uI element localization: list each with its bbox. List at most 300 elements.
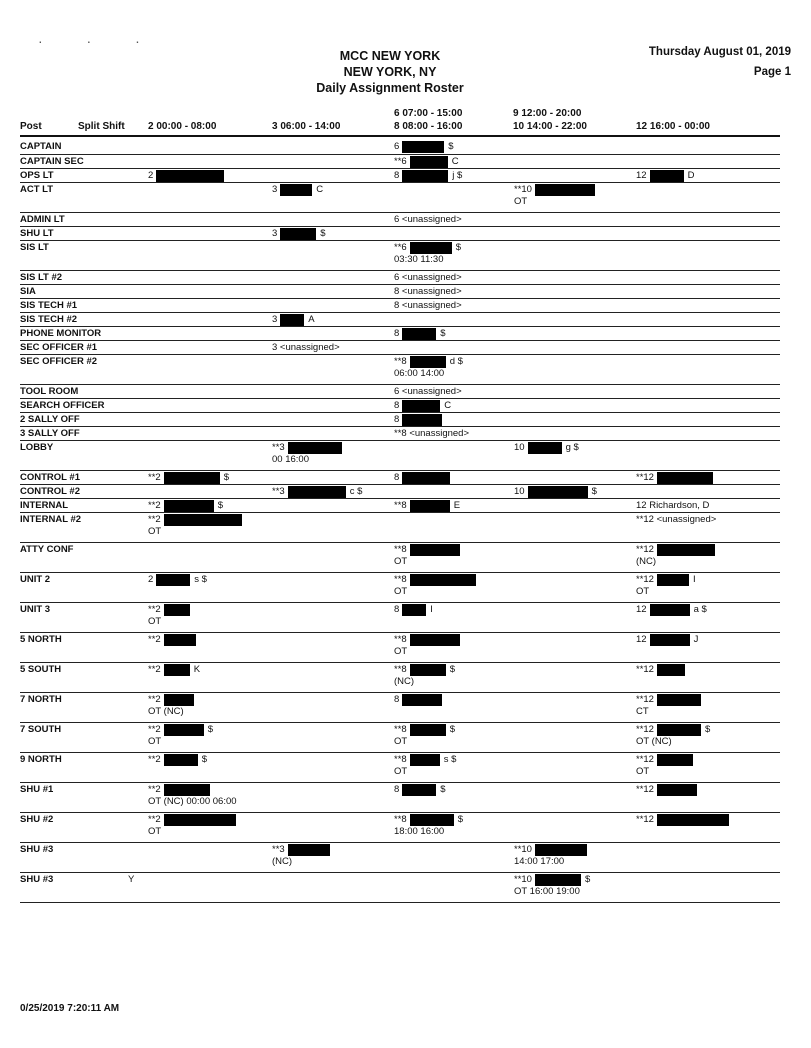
- split-shift-flag: [128, 340, 148, 354]
- redacted-name-block: [402, 694, 442, 706]
- redacted-name-block: [410, 356, 446, 368]
- post-name: CONTROL #2: [20, 484, 128, 498]
- assignment-text: OT (NC): [148, 705, 184, 717]
- assignment-text: 6: [394, 141, 400, 152]
- assignment-text: OT: [394, 585, 408, 597]
- shift-cell-c10: [514, 632, 636, 662]
- assignment-text: **2: [148, 603, 161, 615]
- assignment-text: 6 <unassigned>: [394, 213, 462, 225]
- assignment-line: [394, 272, 514, 283]
- assignment-line: [514, 486, 636, 498]
- assignment-line: [272, 454, 394, 465]
- split-shift-flag: [128, 412, 148, 426]
- assignment-text: 12: [636, 169, 647, 181]
- assignment-line: [636, 664, 780, 676]
- shift-cell-c2: [148, 284, 272, 298]
- shift-cell-c3: [272, 722, 394, 752]
- assignment-line: [636, 574, 780, 586]
- assignment-line: [636, 604, 780, 616]
- assignment-line: [272, 342, 394, 353]
- split-shift-flag: [128, 326, 148, 340]
- shift-cell-c12: [636, 542, 780, 572]
- date-block: [649, 42, 791, 82]
- shift-cell-c3: [272, 340, 394, 354]
- redacted-name-block: [535, 874, 581, 886]
- assignment-line: [394, 574, 514, 586]
- shift-cell-c12: [636, 398, 780, 412]
- shift-cell-c6: [394, 312, 514, 326]
- redacted-name-block: [280, 228, 316, 240]
- post-name: 5 NORTH: [20, 632, 128, 662]
- assignment-line: [394, 428, 514, 439]
- assignment-line: [394, 286, 514, 297]
- shift-cell-c12: [636, 752, 780, 782]
- assignment-suffix: J: [693, 633, 699, 645]
- roster-row: [20, 426, 780, 440]
- shift-cell-c2: [148, 426, 272, 440]
- roster-row: [20, 602, 780, 632]
- assignment-suffix: s $: [194, 573, 207, 585]
- shift-cell-c6: [394, 692, 514, 722]
- shift-cell-c12: [636, 298, 780, 312]
- redacted-name-block: [657, 784, 697, 796]
- print-timestamp: 0/25/2019 7:20:11 AM: [20, 1003, 120, 1014]
- shift-cell-c2: [148, 872, 272, 902]
- shift-cell-c2: [148, 240, 272, 270]
- shift-cell-c10: [514, 812, 636, 842]
- assignment-text: **2: [148, 633, 161, 645]
- split-shift-flag: [128, 440, 148, 470]
- shift-cell-c6: [394, 168, 514, 182]
- redacted-name-block: [288, 442, 342, 454]
- assignment-text: 8: [394, 693, 400, 705]
- roster-row: [20, 470, 780, 484]
- assignment-text: **8: [394, 723, 407, 735]
- shift-cell-c3: [272, 140, 394, 154]
- shift-cell-c2: [148, 572, 272, 602]
- assignment-suffix: $: [440, 327, 446, 339]
- post-name: CAPTAIN: [20, 140, 128, 154]
- redacted-name-block: [402, 328, 436, 340]
- shift-cell-c12: [636, 226, 780, 240]
- shift-cell-c12: [636, 572, 780, 602]
- shift-cell-c2: [148, 440, 272, 470]
- split-shift-flag: [128, 226, 148, 240]
- assignment-text: 8: [394, 603, 400, 615]
- roster-row: [20, 692, 780, 722]
- shift-cell-c12: [636, 470, 780, 484]
- assignment-suffix: j $: [452, 169, 463, 181]
- shift-cell-c12: [636, 384, 780, 398]
- document-title: [230, 48, 550, 96]
- redacted-name-block: [164, 814, 236, 826]
- post-name: SIS LT: [20, 240, 128, 270]
- assignment-text: **2: [148, 753, 161, 765]
- shift-cell-c10: [514, 498, 636, 512]
- post-name: CAPTAIN SEC: [20, 154, 128, 168]
- shift-cell-c10: [514, 842, 636, 872]
- roster-row: [20, 168, 780, 182]
- split-shift-flag: [128, 752, 148, 782]
- shift-cell-c6: [394, 440, 514, 470]
- redacted-name-block: [164, 694, 194, 706]
- shift-cell-c10: [514, 398, 636, 412]
- shift-cell-c2: [148, 692, 272, 722]
- post-name: LOBBY: [20, 440, 128, 470]
- shift-cell-c10: [514, 298, 636, 312]
- assignment-suffix: $: [704, 723, 711, 735]
- shift-cell-c6: [394, 298, 514, 312]
- assignment-text: **3: [272, 485, 285, 497]
- redacted-name-block: [410, 574, 476, 586]
- assignment-line: [636, 514, 780, 525]
- shift-cell-c10: [514, 602, 636, 632]
- assignment-text: 14:00 17:00: [514, 855, 565, 867]
- assignment-text: 6 <unassigned>: [394, 385, 462, 397]
- assignment-line: [394, 400, 514, 412]
- redacted-name-block: [410, 664, 446, 676]
- assignment-text: OT: [148, 615, 162, 627]
- redacted-name-block: [402, 784, 436, 796]
- roster-row: [20, 752, 780, 782]
- redacted-name-block: [288, 486, 346, 498]
- assignment-text: **12: [636, 723, 654, 735]
- shift-cell-c6: [394, 484, 514, 498]
- shift-cell-c3: [272, 842, 394, 872]
- assignment-line: [394, 814, 514, 826]
- assignment-line: [636, 736, 780, 747]
- assignment-text: OT: [148, 525, 162, 537]
- redacted-name-block: [650, 604, 690, 616]
- assignment-line: [636, 784, 780, 796]
- page-number: Page 1: [753, 66, 791, 78]
- shift-cell-c3: [272, 542, 394, 572]
- shift-cell-c2: [148, 312, 272, 326]
- assignment-text: OT: [636, 765, 650, 777]
- post-name: SEC OFFICER #2: [20, 354, 128, 384]
- shift-cell-c10: [514, 340, 636, 354]
- shift-cell-c6: [394, 340, 514, 354]
- post-name: UNIT 2: [20, 572, 128, 602]
- assignment-text: **3: [272, 441, 285, 453]
- assignment-line: [394, 141, 514, 153]
- assignment-suffix: $: [440, 783, 446, 795]
- assignment-text: **10: [514, 183, 532, 195]
- split-shift-flag: [128, 662, 148, 692]
- split-shift-flag: [128, 140, 148, 154]
- redacted-name-block: [280, 314, 304, 326]
- shift-cell-c6: [394, 212, 514, 226]
- shift-cell-c10: [514, 484, 636, 498]
- redacted-name-block: [410, 156, 448, 168]
- assignment-line: [272, 486, 394, 498]
- assignment-line: [514, 196, 636, 207]
- assignment-text: **3: [272, 843, 285, 855]
- split-shift-flag: Y: [128, 872, 148, 902]
- assignment-line: [148, 634, 272, 646]
- assignment-line: [636, 766, 780, 777]
- assignment-line: [394, 736, 514, 747]
- shift-cell-c10: [514, 140, 636, 154]
- post-name: 5 SOUTH: [20, 662, 128, 692]
- assignment-text: OT: [636, 585, 650, 597]
- redacted-name-block: [657, 694, 701, 706]
- post-name: TOOL ROOM: [20, 384, 128, 398]
- assignment-text: 00 16:00: [272, 453, 309, 465]
- shift-cell-c6: [394, 326, 514, 340]
- assignment-suffix: $: [201, 753, 207, 765]
- assignment-line: [272, 184, 394, 196]
- roster-row: [20, 512, 780, 542]
- roster-row: [20, 498, 780, 512]
- assignment-line: [394, 586, 514, 597]
- assignment-suffix: a $: [693, 603, 707, 615]
- assignment-line: [394, 214, 514, 225]
- shift-cell-c3: [272, 484, 394, 498]
- shift-cell-c3: [272, 326, 394, 340]
- assignment-line: [148, 170, 272, 182]
- assignment-suffix: D: [687, 169, 695, 181]
- shift-cell-c3: [272, 284, 394, 298]
- assignment-line: [394, 254, 514, 265]
- assignment-suffix: C: [444, 399, 452, 411]
- post-name: UNIT 3: [20, 602, 128, 632]
- post-name: 3 SALLY OFF: [20, 426, 128, 440]
- redacted-name-block: [164, 634, 196, 646]
- assignment-line: [272, 856, 394, 867]
- assignment-line: [148, 784, 272, 796]
- assignment-line: [394, 664, 514, 676]
- post-name: INTERNAL: [20, 498, 128, 512]
- redacted-name-block: [657, 754, 693, 766]
- assignment-text: 8: [394, 783, 400, 795]
- shift-cell-c12: [636, 284, 780, 298]
- assignment-text: **2: [148, 499, 161, 511]
- assignment-suffix: E: [453, 499, 461, 511]
- roster-row: [20, 270, 780, 284]
- assignment-line: [272, 844, 394, 856]
- shift-cell-c10: [514, 240, 636, 270]
- roster-row: [20, 340, 780, 354]
- shift-cell-c2: [148, 722, 272, 752]
- assignment-text: 12: [636, 633, 647, 645]
- shift-cell-c2: [148, 484, 272, 498]
- shift-cell-c12: [636, 312, 780, 326]
- shift-cell-c12: [636, 412, 780, 426]
- split-shift-flag: [128, 426, 148, 440]
- report-date: Thursday August 01, 2019: [648, 46, 791, 58]
- post-name: INTERNAL #2: [20, 512, 128, 542]
- assignment-line: [148, 574, 272, 586]
- assignment-suffix: $: [320, 227, 326, 239]
- post-name: CONTROL #1: [20, 470, 128, 484]
- shift-cell-c10: [514, 782, 636, 812]
- assignment-line: [636, 556, 780, 567]
- post-name: 7 NORTH: [20, 692, 128, 722]
- shift-cell-c6: [394, 154, 514, 168]
- assignment-text: 8 <unassigned>: [394, 299, 462, 311]
- shift-cell-c2: [148, 662, 272, 692]
- assignment-line: [148, 604, 272, 616]
- shift-cell-c6: [394, 182, 514, 212]
- roster-row: [20, 240, 780, 270]
- shift-cell-c12: [636, 692, 780, 722]
- redacted-name-block: [164, 514, 242, 526]
- redacted-name-block: [410, 754, 440, 766]
- assignment-suffix: $: [223, 471, 229, 483]
- assignment-text: **12: [636, 813, 654, 825]
- shift-cell-c10: [514, 384, 636, 398]
- shift-cell-c10: [514, 326, 636, 340]
- shift-cell-c2: [148, 298, 272, 312]
- shift-cell-c2: [148, 140, 272, 154]
- redacted-name-block: [657, 724, 701, 736]
- shift-cell-c3: [272, 398, 394, 412]
- post-name: ADMIN LT: [20, 212, 128, 226]
- assignment-line: [636, 500, 780, 511]
- shift-cell-c6: [394, 722, 514, 752]
- split-shift-flag: [128, 154, 148, 168]
- redacted-name-block: [164, 664, 190, 676]
- shift-cell-c12: [636, 512, 780, 542]
- post-name: 9 NORTH: [20, 752, 128, 782]
- shift-cell-c3: [272, 298, 394, 312]
- col-header-shift-3: 3 06:00 - 14:00: [272, 121, 341, 132]
- split-shift-flag: [128, 470, 148, 484]
- split-shift-flag: [128, 182, 148, 212]
- redacted-name-block: [528, 442, 562, 454]
- split-shift-flag: [128, 812, 148, 842]
- assignment-text: 8: [394, 327, 400, 339]
- assignment-text: **8: [394, 355, 407, 367]
- shift-cell-c6: [394, 240, 514, 270]
- shift-cell-c12: [636, 340, 780, 354]
- roster-row: [20, 312, 780, 326]
- assignment-text: **8: [394, 753, 407, 765]
- roster-row: [20, 398, 780, 412]
- shift-cell-c2: [148, 412, 272, 426]
- roster-row: [20, 284, 780, 298]
- shift-cell-c2: [148, 782, 272, 812]
- post-name: ACT LT: [20, 182, 128, 212]
- shift-cell-c3: [272, 182, 394, 212]
- shift-cell-c12: [636, 632, 780, 662]
- post-name: SEARCH OFFICER: [20, 398, 128, 412]
- assignment-line: [394, 414, 514, 426]
- assignment-line: [148, 500, 272, 512]
- assignment-text: **2: [148, 723, 161, 735]
- shift-cell-c10: [514, 426, 636, 440]
- assignment-text: 12 Richardson, D: [636, 499, 710, 511]
- assignment-line: [394, 242, 514, 254]
- post-name: PHONE MONITOR: [20, 326, 128, 340]
- split-shift-flag: [128, 484, 148, 498]
- shift-cell-c6: [394, 426, 514, 440]
- assignment-suffix: I: [692, 573, 696, 585]
- assignment-line: [394, 556, 514, 567]
- post-name: OPS LT: [20, 168, 128, 182]
- roster-row: [20, 140, 780, 154]
- shift-cell-c12: [636, 662, 780, 692]
- assignment-line: [148, 814, 272, 826]
- shift-cell-c3: [272, 412, 394, 426]
- shift-cell-c12: [636, 354, 780, 384]
- assignment-text: CT: [636, 705, 649, 717]
- shift-cell-c6: [394, 398, 514, 412]
- shift-cell-c6: [394, 284, 514, 298]
- assignment-text: **2: [148, 663, 161, 675]
- redacted-name-block: [410, 634, 460, 646]
- roster-row: [20, 632, 780, 662]
- col-header-post: Post: [20, 121, 42, 132]
- split-shift-flag: [128, 240, 148, 270]
- assignment-line: [272, 228, 394, 240]
- assignment-text: **2: [148, 513, 161, 525]
- post-name: SIS TECH #1: [20, 298, 128, 312]
- shift-cell-c12: [636, 812, 780, 842]
- post-name: SIA: [20, 284, 128, 298]
- assignment-text: 2: [148, 169, 154, 181]
- assignment-line: [514, 442, 636, 454]
- shift-cell-c3: [272, 752, 394, 782]
- assignment-line: [636, 544, 780, 556]
- assignment-suffix: c $: [349, 485, 363, 497]
- roster-row: [20, 384, 780, 398]
- shift-cell-c6: [394, 412, 514, 426]
- roster-row: [20, 542, 780, 572]
- shift-cell-c3: [272, 602, 394, 632]
- assignment-line: [394, 386, 514, 397]
- assignment-line: [394, 784, 514, 796]
- split-shift-flag: [128, 722, 148, 752]
- assignment-line: [394, 826, 514, 837]
- assignment-line: [148, 796, 272, 807]
- shift-cell-c6: [394, 140, 514, 154]
- redacted-name-block: [650, 634, 690, 646]
- shift-cell-c12: [636, 440, 780, 470]
- assignment-text: **2: [148, 693, 161, 705]
- assignment-line: [148, 826, 272, 837]
- roster-row: [20, 484, 780, 498]
- assignment-line: [148, 664, 272, 676]
- assignment-line: [148, 706, 272, 717]
- roster-row: [20, 572, 780, 602]
- assignment-text: **2: [148, 471, 161, 483]
- assignment-suffix: s $: [443, 753, 457, 765]
- post-name: SEC OFFICER #1: [20, 340, 128, 354]
- assignment-suffix: $: [449, 723, 455, 735]
- shift-cell-c10: [514, 226, 636, 240]
- shift-cell-c2: [148, 340, 272, 354]
- redacted-name-block: [280, 184, 312, 196]
- assignment-line: [514, 184, 636, 196]
- redacted-name-block: [402, 141, 444, 153]
- shift-cell-c6: [394, 602, 514, 632]
- shift-cell-c12: [636, 154, 780, 168]
- shift-cell-c2: [148, 752, 272, 782]
- shift-cell-c10: [514, 722, 636, 752]
- col-header-shift-9: 9 12:00 - 20:00: [513, 108, 582, 119]
- shift-cell-c10: [514, 470, 636, 484]
- assignment-text: OT: [394, 765, 408, 777]
- post-name: 2 SALLY OFF: [20, 412, 128, 426]
- assignment-line: [636, 694, 780, 706]
- assignment-line: [394, 170, 514, 182]
- redacted-name-block: [164, 784, 210, 796]
- split-shift-flag: [128, 498, 148, 512]
- redacted-name-block: [535, 844, 587, 856]
- assignment-text: 03:30 11:30: [394, 253, 444, 265]
